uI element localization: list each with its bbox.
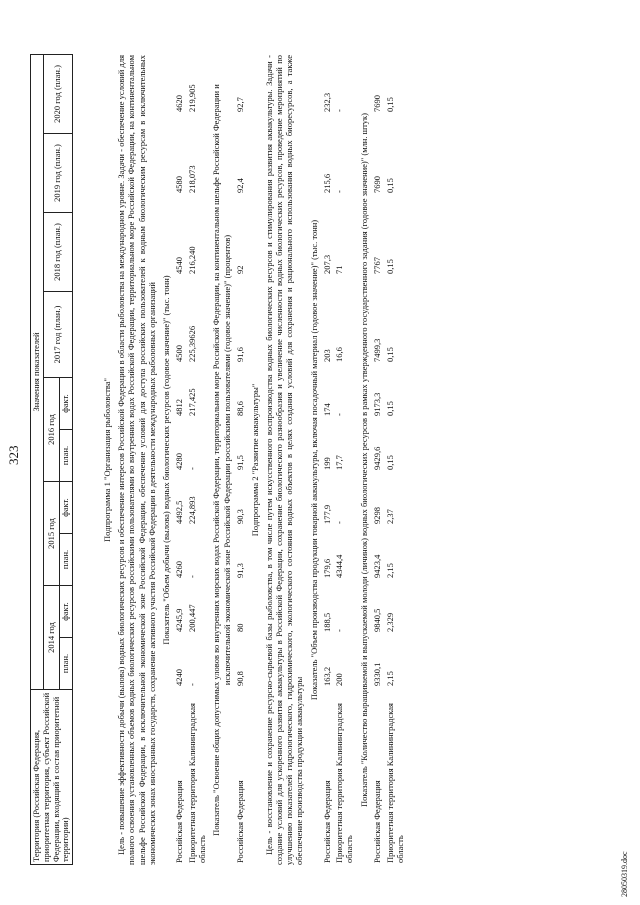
value-cell: 179,6 (321, 558, 332, 578)
value-cell: 0,15 (384, 347, 395, 362)
indicator-rows (236, 55, 246, 865)
territory-name: Российская Федерация (234, 780, 245, 863)
value-cell: 4540 (174, 257, 185, 274)
value-cell: 2,37 (384, 509, 395, 524)
value-cell: 9298 (372, 507, 383, 524)
value-cell: - (186, 683, 197, 686)
value-cell: 4620 (174, 95, 185, 112)
fact-header: факт. (60, 378, 73, 430)
value-cell: 0,15 (384, 178, 395, 193)
table-row (373, 55, 383, 865)
table-row (188, 55, 208, 865)
indicator-title: Показатель "Объем производства продукции товарной аквакультуры, включая посадочный материал (годовое значение)" (тыс. тонн) (308, 219, 319, 701)
value-cell: 4812 (174, 399, 185, 416)
value-cell: 200 (334, 673, 345, 686)
value-cell: 200,447 (186, 604, 197, 632)
value-cell: 7499,3 (372, 338, 383, 362)
value-cell: - (186, 467, 197, 470)
value-cell: - (334, 413, 345, 416)
subprogram-2-title: Подпрограмма 2 "Развитие аквакультуры" (249, 383, 260, 537)
value-cell: 203 (321, 349, 332, 362)
value-cell: 2,15 (384, 563, 395, 578)
value-cell: 217,425 (186, 388, 197, 416)
value-cell: 199 (321, 457, 332, 470)
value-cell: - (334, 521, 345, 524)
value-cell: 92,4 (234, 178, 245, 193)
year-2018-header: 2018 год (план.) (43, 213, 72, 292)
value-cell: 215,6 (321, 173, 332, 193)
value-cell: 4492,5 (174, 500, 185, 524)
subprogram-2-goal: Цель - восстановление и сохранение ресурсно-сырьевой базы рыболовства, в том числе путем искусственного воспроизводства водных биологических ресурсов и стимулирования развития аквакультуры. Задачи - создание условий для ускоренного развития аквакультуры в Российской Федерации, сохранение биологического разнообразия и увеличение численности водных биологических ресурсов, проведение мероприятий по улучшению показателей гидрологического, гидрохимического, экологического состояния водных объектов в целях создания условий для сохранения и рационального использования водных биоресурсов, а также обеспечение производства продукции аквакультуры (263, 55, 305, 865)
value-cell: 188,5 (321, 612, 332, 632)
value-cell: 9330,1 (372, 662, 383, 686)
value-cell: 4344,4 (334, 554, 345, 578)
table-body (98, 55, 408, 865)
value-cell: 177,9 (321, 504, 332, 524)
value-cell: 16,6 (334, 347, 345, 362)
subprogram-1-title: Подпрограмма 1 "Организация рыболовства" (102, 378, 112, 542)
year-2019-header: 2019 год (план.) (43, 134, 72, 213)
territory-name: Приоритетная территория Калининградская область (186, 703, 207, 863)
year-2014-header: 2014 год (43, 586, 60, 690)
value-cell: 232,3 (321, 92, 332, 112)
indicator-rows (373, 55, 405, 865)
value-cell: 9429,6 (372, 446, 383, 470)
value-cell: 0,15 (384, 455, 395, 470)
subprogram-1-goal: Цель - повышение эффективности добычи (вылова) водных биологических ресурсов и обеспечение интересов Российской Федерации в области рыболовства на международном уровне. Задачи - обеспечение условий для полного освоения установленных объемов водных биологических ресурсов российскими пользователями во внутренних водах Российской Федерации, территориальном море Российской Федерации, на континентальном шельфе Российской Федерации, в исключительной экономической зоне Российской Федерации, обеспечение условий для доступа российских пользователей к водным биологическим ресурсам в исключительных экономических зонах иностранных государств, сохранение активного участия Российской Федерации в деятельности международных рыболовных организаций (116, 55, 157, 865)
value-cell: 92 (234, 265, 245, 274)
value-cell: 4260 (174, 561, 185, 578)
value-cell: 2,15 (384, 671, 395, 686)
value-cell: 17,7 (334, 455, 345, 470)
year-2020-header: 2020 год (план.) (43, 54, 72, 133)
value-cell: 174 (321, 403, 332, 416)
header-table (30, 54, 73, 865)
value-cell: 91,6 (234, 347, 245, 362)
value-cell: 0,15 (384, 401, 395, 416)
value-cell: 218,073 (186, 165, 197, 193)
indicator-title: Показатель "Количество выращиваемой и выпускаемой молоди (личинок) водных биологических ресурсов в рамках утвержденного государственного задания (годовое значение)" (млн. штук) (358, 113, 369, 807)
indicator-rows (175, 55, 207, 865)
value-cell: 88,6 (234, 401, 245, 416)
value-cell: 4580 (174, 176, 185, 193)
indicator-rows (323, 55, 355, 865)
territory-name: Российская Федерация (174, 780, 185, 863)
value-cell: 7767 (372, 257, 383, 274)
value-cell: 90,3 (234, 509, 245, 524)
territory-name: Приоритетная территория Калининградская область (334, 703, 355, 863)
indicator-title: Показатель "Освоение общих допустимых уловов во внутренних морских водах Российской Федерации, территориальном море Российской Федерации, на континентальном шельфе Российской Федерации и исключительной экономической зоне Российской Федерации российскими пользователями (годовое значение)" (процентов) (211, 84, 232, 836)
value-cell: 92,7 (234, 97, 245, 112)
value-cell: 4245,9 (174, 608, 185, 632)
value-cell: 207,3 (321, 254, 332, 274)
indicator-title: Показатель "Объем добычи (вылова) водных биологических ресурсов (годовое значение)" (тыс. тонн) (160, 275, 171, 645)
value-cell: 216,240 (186, 246, 197, 274)
year-2017-header: 2017 год (план.) (43, 292, 72, 378)
year-2015-header: 2015 год (43, 482, 60, 586)
indicators-header: Значения показателей (31, 54, 44, 689)
territory-name: Российская Федерация (321, 780, 332, 863)
value-cell: - (334, 190, 345, 193)
value-cell: 9840,5 (372, 608, 383, 632)
value-cell: 91,5 (234, 455, 245, 470)
value-cell: 4280 (174, 453, 185, 470)
fact-header: факт. (60, 482, 73, 534)
table-row (323, 55, 333, 865)
value-cell: 91,3 (234, 563, 245, 578)
value-cell: 7690 (372, 176, 383, 193)
value-cell: 7690 (372, 95, 383, 112)
territory-name: Приоритетная территория Калининградская область (384, 703, 405, 863)
year-2016-header: 2016 год (43, 378, 60, 482)
table-row (236, 55, 246, 865)
value-cell: 163,2 (321, 666, 332, 686)
footer-filename: 28050319.doc (620, 851, 629, 897)
value-cell: 225,39626 (186, 325, 197, 362)
plan-header: план. (60, 534, 73, 586)
value-cell: 80 (234, 623, 245, 632)
territory-name: Российская Федерация (372, 780, 383, 863)
table-row (335, 55, 355, 865)
page-number: 323 (6, 445, 21, 465)
value-cell: 4500 (174, 345, 185, 362)
value-cell: 90,8 (234, 671, 245, 686)
plan-header: план. (60, 430, 73, 482)
value-cell: 71 (334, 265, 345, 274)
fact-header: факт. (60, 586, 73, 638)
plan-header: план. (60, 638, 73, 690)
value-cell: 4240 (174, 669, 185, 686)
value-cell: 9423,4 (372, 554, 383, 578)
value-cell: 224,893 (186, 496, 197, 524)
value-cell: 0,15 (384, 97, 395, 112)
value-cell: - (334, 629, 345, 632)
value-cell: - (186, 575, 197, 578)
table-row (175, 55, 185, 865)
table-row (386, 55, 406, 865)
value-cell: 0,15 (384, 259, 395, 274)
territory-column-header: Территория (Российская Федерация, приоритетная территория, субъект Российской Федерации, входящий в состав приоритетной территории) (31, 690, 73, 865)
value-cell: 219,905 (186, 84, 197, 112)
value-cell: - (334, 109, 345, 112)
value-cell: 2,329 (384, 612, 395, 632)
value-cell: 9173,3 (372, 392, 383, 416)
